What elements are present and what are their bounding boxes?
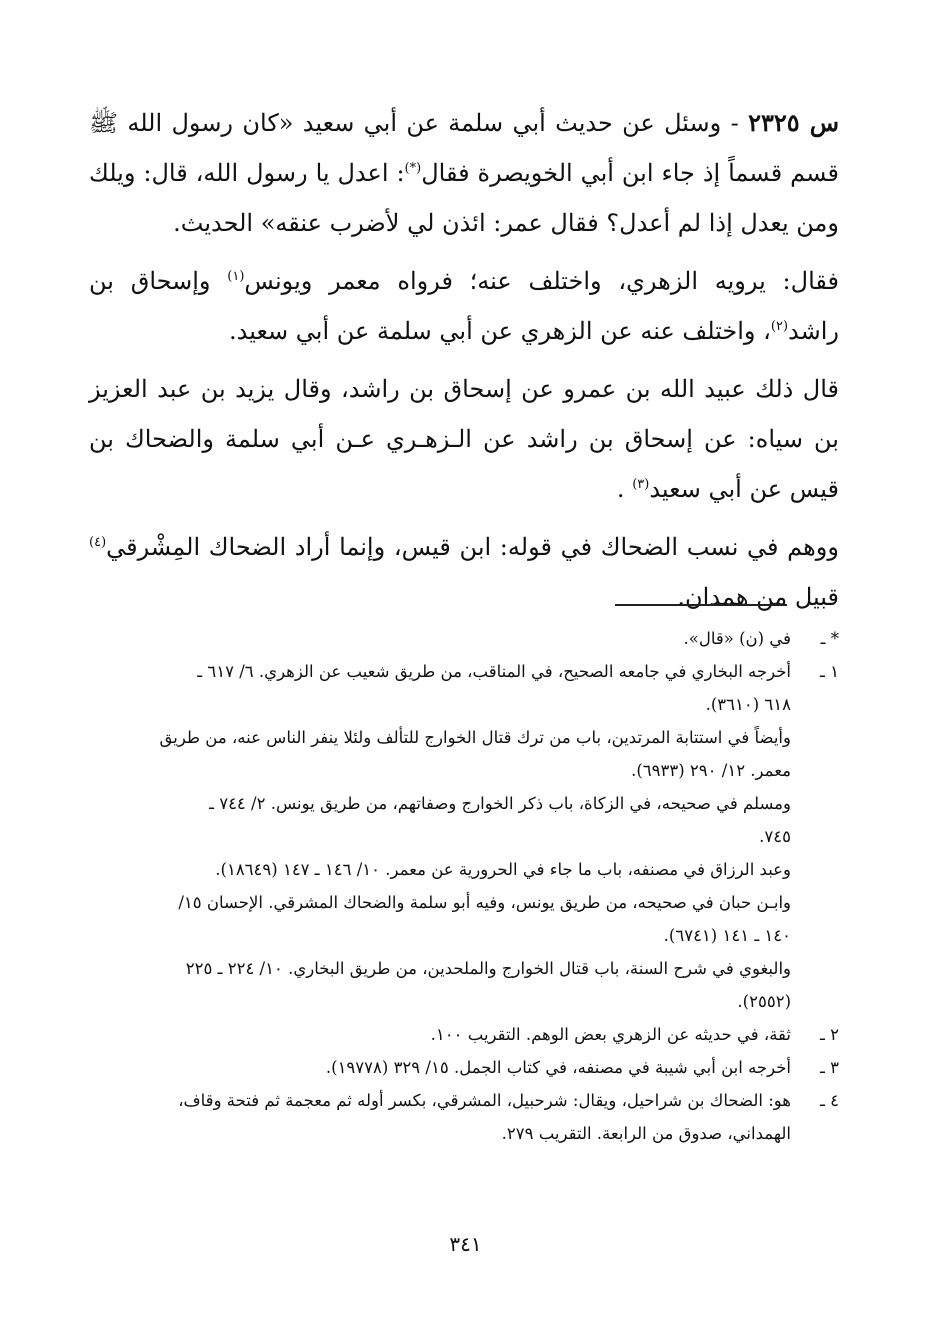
- footnote-ref: (٢): [770, 319, 789, 334]
- footnote: [89, 1084, 839, 1150]
- footnote-number: ٢ ـ: [820, 1025, 839, 1044]
- answer-text: .: [616, 475, 633, 503]
- footnote: [89, 1051, 839, 1084]
- footnote: [89, 655, 839, 721]
- footnote-line: والبغوي في شرح السنة، باب قتال الخوارج والملحدين، من طريق البخاري. ١٠/ ٢٢٤ ـ ٢٢٥: [185, 959, 791, 978]
- answer-text: فقال: يرويه الزهري، واختلف عنه؛ فرواه معمر ويونس: [244, 267, 840, 295]
- footnote-line: وأيضاً في استتابة المرتدين، باب من ترك قتال الخوارج للتألف ولئلا ينفر الناس عنه، من طريق: [159, 728, 791, 747]
- footnote-ref: (٤): [89, 535, 107, 550]
- footnote-number: ٤ ـ: [820, 1091, 839, 1110]
- footnote-number: ١ ـ: [820, 662, 839, 681]
- footnote-number: ٣ ـ: [820, 1058, 839, 1077]
- answer-paragraph: [89, 522, 839, 622]
- footnote-divider: [615, 604, 787, 606]
- footnote-line: (٢٥٥٢).: [737, 992, 791, 1011]
- question-text: : اعدل يا رسول الله، قال: ويلك ومن يعدل إذا لم أعدل؟ فقال عمر: ائذن لي لأضرب عنقه» الحديث.: [89, 159, 839, 237]
- answer-paragraph: [89, 256, 839, 356]
- footnote-line: وابـن حبان في صحيحه، من طريق يونس، وفيه أبو سلمة والضحاك المشرقي. الإحسان ١٥/: [178, 893, 791, 912]
- footnote: [89, 622, 839, 655]
- footnote-continuation: [89, 952, 839, 1018]
- footnote-line: ومسلم في صحيحه، في الزكاة، باب ذكر الخوارج وصفاتهم، من طريق يونس. ٢/ ٧٤٤ ـ: [209, 794, 791, 813]
- footnote-ref: (١): [227, 269, 245, 284]
- answer-text: قبيل من همدان.: [677, 583, 839, 611]
- footnote-ref: (*): [404, 161, 422, 176]
- footnote-line: ١٤٠ ـ ١٤١ (٦٧٤١).: [663, 926, 791, 945]
- question-text: - وسئل عن حديث أبي سلمة عن أبي سعيد «كان رسول الله ﷺ قسم قسماً إذ جاء ابن أبي الخويصرة فقال: [89, 109, 839, 187]
- answer-paragraph: [89, 364, 839, 514]
- footnote-line: معمر. ١٢/ ٢٩٠ (٦٩٣٣).: [631, 761, 791, 780]
- footnote-ref: (٣): [632, 477, 650, 492]
- answer-text: ، واختلف عنه عن الزهري عن أبي سلمة عن أبي سعيد.: [228, 317, 771, 345]
- answer-text: ووهم في نسب الضحاك في قوله: ابن قيس، وإنما أراد الضحاك المِشْرقي: [106, 533, 839, 561]
- footnote-continuation: [89, 787, 839, 853]
- footnote-line: ٧٤٥.: [759, 827, 791, 846]
- footnote-line: أخرجه ابن أبي شيبة في مصنفه، في كتاب الجمل. ١٥/ ٣٢٩ (١٩٧٧٨).: [325, 1058, 791, 1077]
- answer-text: قال ذلك عبيد الله بن عمرو عن إسحاق بن راشد، وقال يزيد بن عبد العزيز بن سياه: عن إسحاق بن راشد عن الـزهـري عـن أبي سلمة والضحاك بن قيس عن أبي سعيد: [89, 375, 839, 503]
- footnote: [89, 1018, 839, 1051]
- footnote-line: في (ن) «قال».: [683, 629, 791, 648]
- footnote-number: * ـ: [820, 629, 839, 648]
- footnotes: [89, 622, 839, 1150]
- footnote-continuation: [89, 853, 839, 952]
- footnote-line: الهمداني، صدوق من الرابعة. التقريب ٢٧٩.: [501, 1124, 791, 1143]
- question-number: س ٢٣٢٥: [748, 108, 840, 137]
- main-text: [89, 98, 839, 630]
- footnote-continuation: [89, 721, 839, 787]
- footnote-line: ٦١٨ (٣٦١٠).: [705, 695, 791, 714]
- footnote-line: هو: الضحاك بن شراحيل، ويقال: شرحبيل، المشرقي، بكسر أوله ثم معجمة ثم فتحة وقاف،: [178, 1091, 791, 1110]
- footnote-line: وعبد الرزاق في مصنفه، باب ما جاء في الحرورية عن معمر. ١٠/ ١٤٦ ـ ١٤٧ (١٨٦٤٩).: [215, 860, 791, 879]
- answer-text: وإسحاق بن راشد: [89, 267, 839, 345]
- page-number: ٣٤١: [449, 1232, 482, 1256]
- footnote-line: ثقة، في حديثه عن الزهري بعض الوهم. التقريب ١٠٠.: [430, 1025, 791, 1044]
- footnote-line: أخرجه البخاري في جامعه الصحيح، في المناقب، من طريق شعيب عن الزهري. ٦/ ٦١٧ ـ: [197, 662, 791, 681]
- question-paragraph: [89, 98, 839, 248]
